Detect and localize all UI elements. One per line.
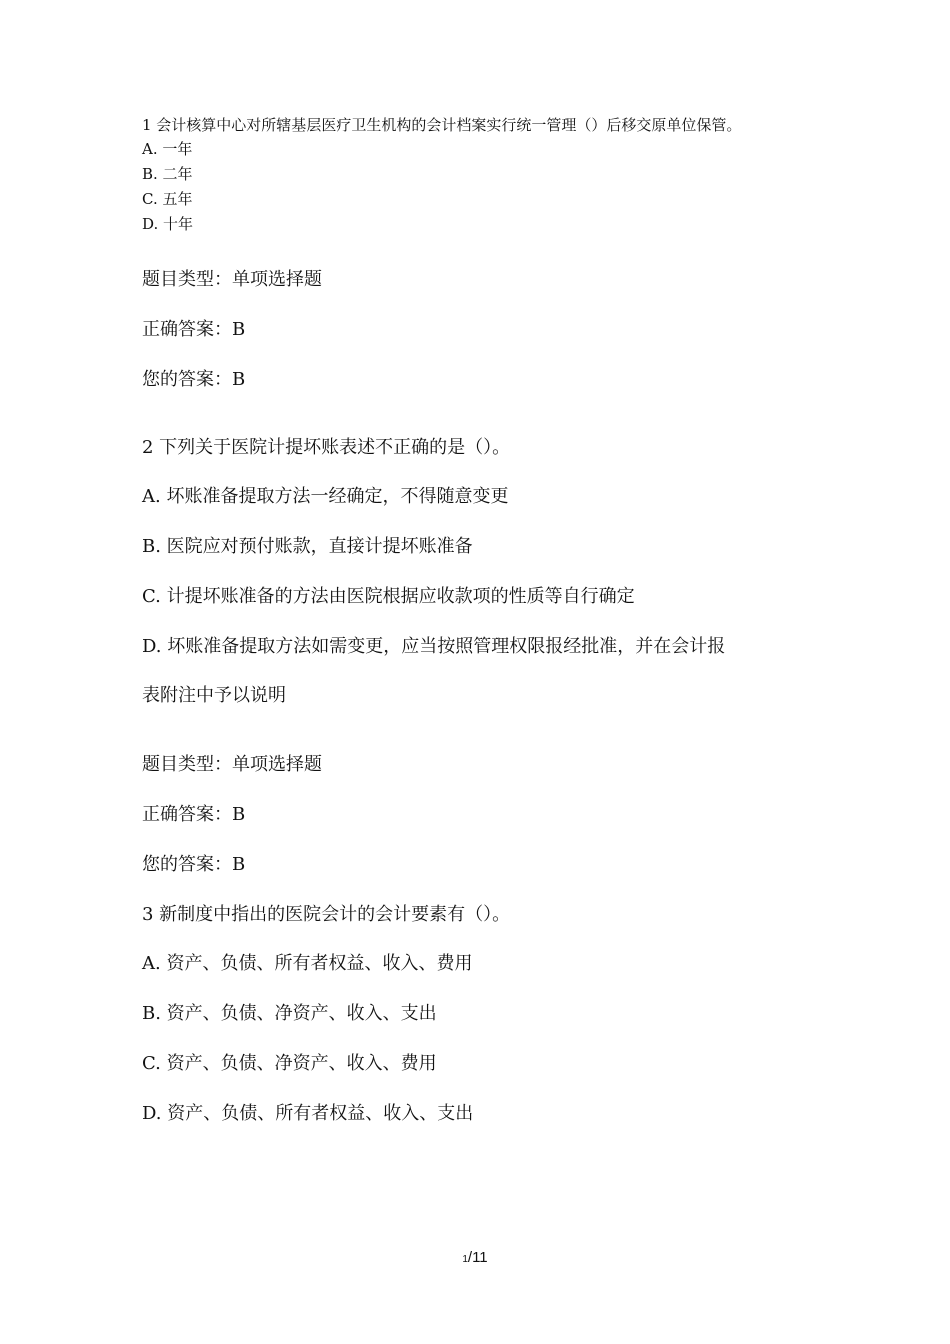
correct-answer: 正确答案：B (142, 319, 246, 340)
option-d: D. 资产、负债、所有者权益、收入、支出 (142, 1103, 474, 1124)
question-stem: 2 下列关于医院计提坏账表述不正确的是（）。 (142, 437, 511, 458)
total-pages: /11 (467, 1249, 488, 1266)
current-page: 1 (462, 1254, 468, 1265)
question-type: 题目类型：单项选择题 (142, 754, 322, 775)
option-b: B. 二年 (142, 165, 193, 183)
question-type: 题目类型：单项选择题 (142, 269, 322, 290)
option-c: C. 资产、负债、净资产、收入、费用 (142, 1053, 437, 1074)
your-answer: 您的答案：B (142, 854, 246, 875)
option-d-continued: 表附注中予以说明 (142, 685, 286, 706)
question-stem: 3 新制度中指出的医院会计的会计要素有（）。 (142, 904, 511, 925)
option-d: D. 十年 (142, 215, 194, 233)
question-stem: 1 会计核算中心对所辖基层医疗卫生机构的会计档案实行统一管理（）后移交原单位保管。 (142, 116, 742, 134)
option-a: A. 坏账准备提取方法一经确定，不得随意变更 (142, 486, 509, 507)
option-c: C. 五年 (142, 190, 193, 208)
page-number (0, 1248, 950, 1270)
option-a: A. 资产、负债、所有者权益、收入、费用 (142, 953, 473, 974)
option-a: A. 一年 (142, 140, 193, 158)
correct-answer: 正确答案：B (142, 804, 246, 825)
option-b: B. 资产、负债、净资产、收入、支出 (142, 1003, 437, 1024)
your-answer: 您的答案：B (142, 369, 246, 390)
option-d: D. 坏账准备提取方法如需变更，应当按照管理权限报经批准，并在会计报 (142, 636, 726, 657)
option-c: C. 计提坏账准备的方法由医院根据应收款项的性质等自行确定 (142, 586, 635, 607)
option-b: B. 医院应对预付账款，直接计提坏账准备 (142, 536, 473, 557)
